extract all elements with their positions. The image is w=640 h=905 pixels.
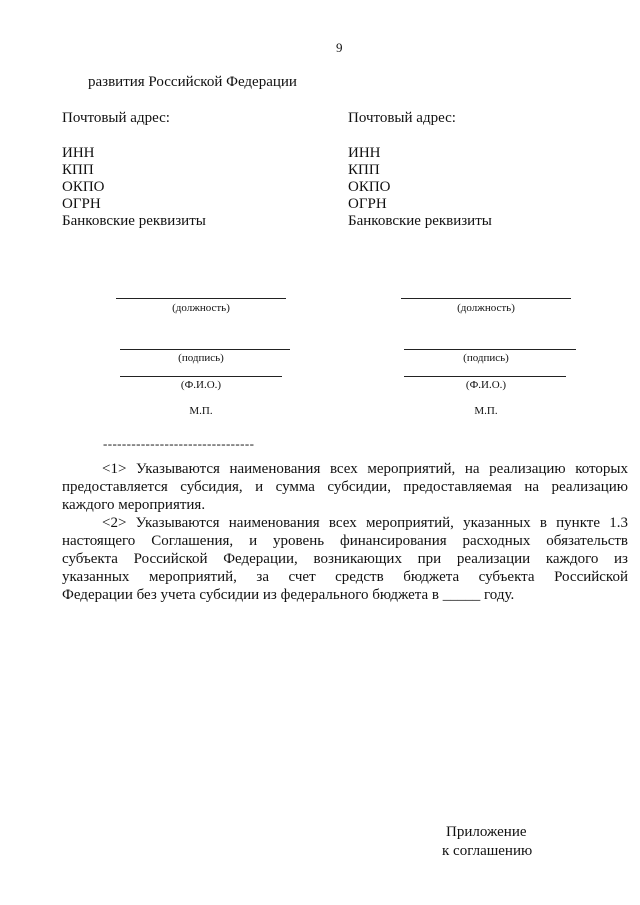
footnote-2-line: Федерации без учета субсидии из федерального бюджета в _____ году. (62, 587, 515, 603)
right-fio-caption: (Ф.И.О.) (465, 379, 507, 391)
footnote-1-line: <1> Указываются наименования всех мероприятий, на реализацию которых (102, 461, 628, 477)
left-fio-caption: (Ф.И.О.) (180, 379, 222, 391)
right-stamp-label: М.П. (474, 405, 498, 417)
left-signature-caption: (подпись) (178, 352, 224, 364)
right-ogrn: ОГРН (348, 196, 387, 212)
right-postal-label: Почтовый адрес: (348, 110, 456, 126)
left-signature-line (120, 349, 290, 350)
right-kpp: КПП (348, 162, 380, 178)
right-position-line (401, 298, 571, 299)
footnote-2 (62, 514, 628, 604)
footnote-2-line: субъекта Российской Федерации, возникающих при реализации каждого из (62, 551, 628, 567)
right-signature-line (404, 349, 576, 350)
right-inn: ИНН (348, 145, 381, 161)
left-fio-line (120, 376, 282, 377)
left-kpp: КПП (62, 162, 94, 178)
footnote-2-line: настоящего Соглашения, и уровень финансирования расходных обязательств (62, 533, 628, 549)
left-ogrn: ОГРН (62, 196, 101, 212)
appendix-line-2: к соглашению (442, 843, 533, 859)
left-postal-label: Почтовый адрес: (62, 110, 170, 126)
left-bank-details: Банковские реквизиты (62, 213, 206, 229)
footnote-1-line: каждого мероприятия. (62, 497, 206, 513)
footnote-2-line: указанных мероприятий, за счет средств бюджета субъекта Российской (62, 569, 628, 585)
left-position-line (116, 298, 286, 299)
right-signature-caption: (подпись) (463, 352, 509, 364)
right-fio-line (404, 376, 566, 377)
header-continuation: развития Российской Федерации (88, 74, 297, 90)
left-inn: ИНН (62, 145, 95, 161)
footnote-separator: -------------------------------- (103, 436, 255, 451)
footnote-1 (62, 460, 628, 514)
left-stamp-label: М.П. (189, 405, 213, 417)
footnote-2-line: <2> Указываются наименования всех мероприятий, указанных в пункте 1.3 (102, 515, 628, 531)
footnote-1-line: предоставляется субсидия, и сумма субсидии, предоставляемая на реализацию (62, 479, 628, 495)
appendix-line-1: Приложение (446, 824, 527, 840)
right-position-caption: (должность) (457, 302, 515, 314)
right-bank-details: Банковские реквизиты (348, 213, 492, 229)
left-position-caption: (должность) (172, 302, 230, 314)
page-number: 9 (336, 40, 343, 55)
left-okpo: ОКПО (62, 179, 105, 195)
right-okpo: ОКПО (348, 179, 391, 195)
